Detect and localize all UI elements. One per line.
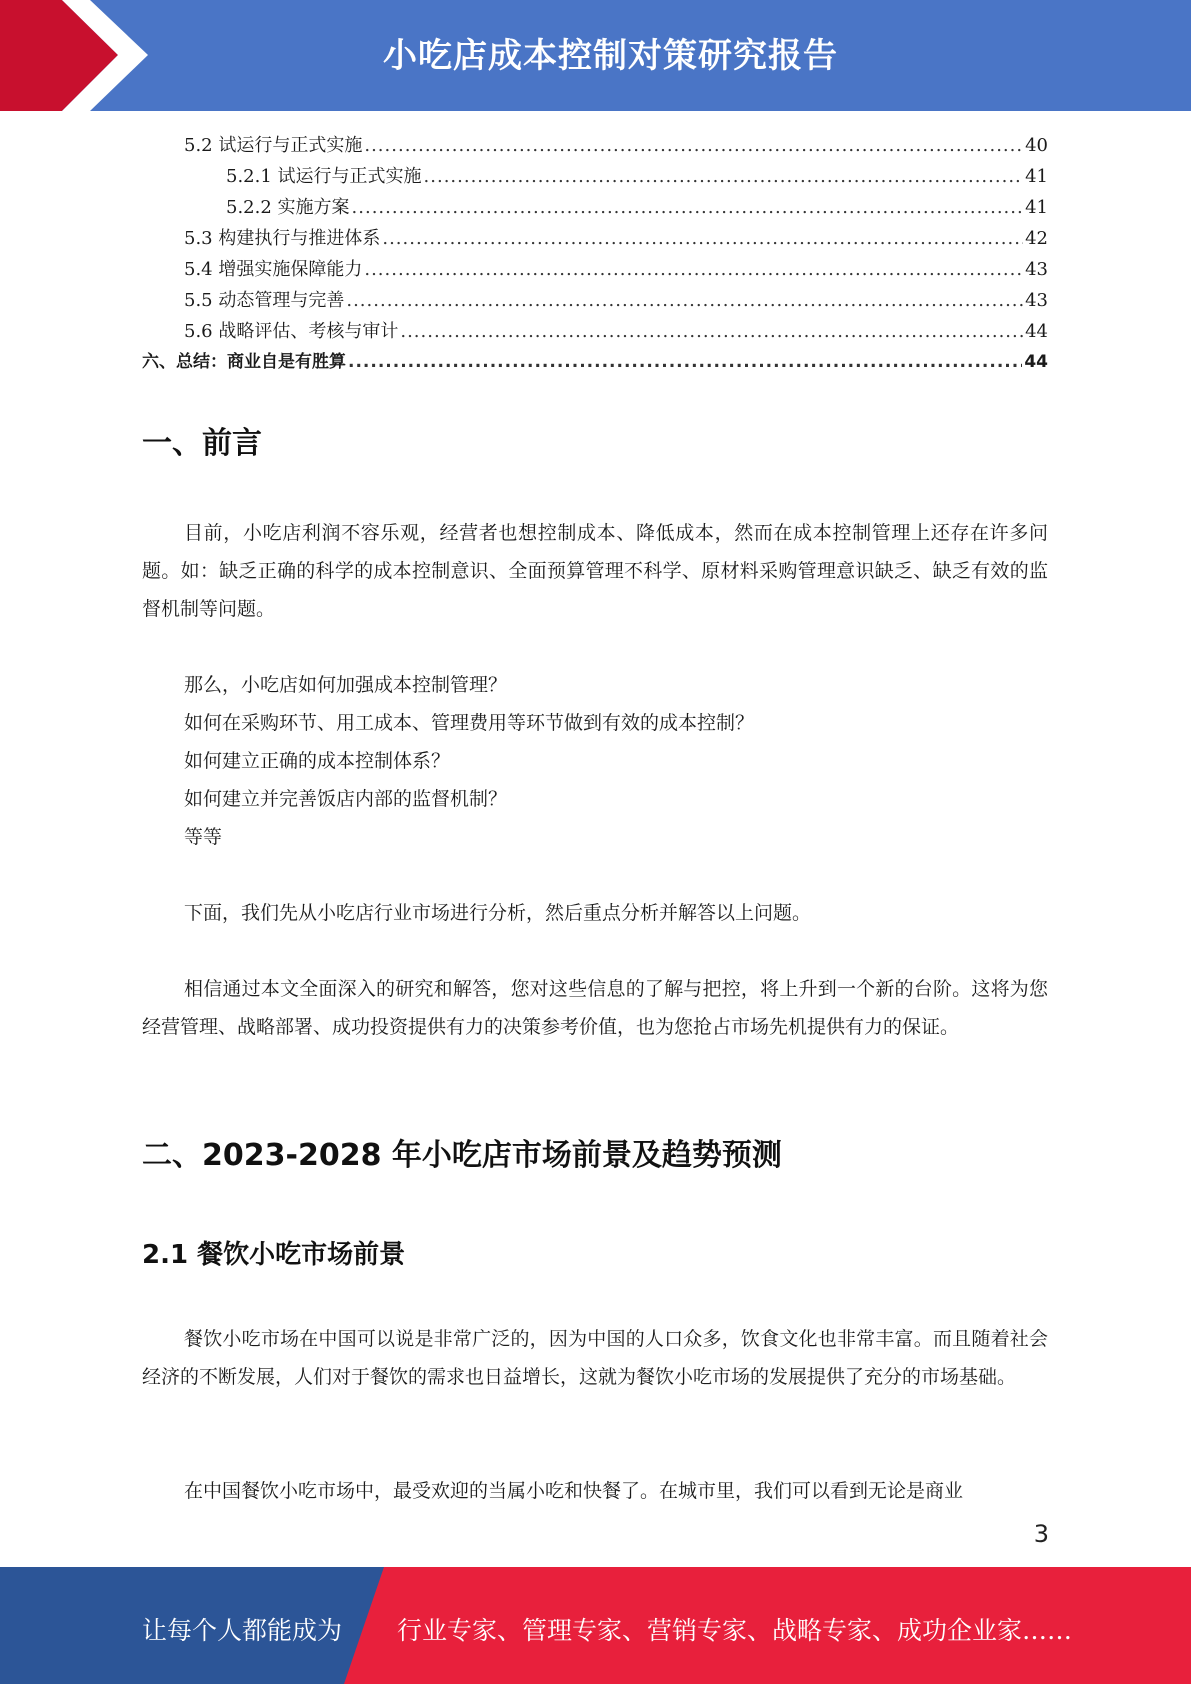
toc-entry-page: 41	[1025, 197, 1048, 218]
footer-slogan-left: 让每个人都能成为	[142, 1616, 343, 1645]
toc-leader-dots	[348, 347, 1022, 378]
question-line: 如何建立正确的成本控制体系？	[184, 750, 451, 772]
paragraph: 相信通过本文全面深入的研究和解答，您对这些信息的了解与把控，将上升到一个新的台阶。这将为您经营管理、战略部署、成功投资提供有力的决策参考价值，也为您抢占市场先机提供有力的保证。	[142, 978, 1048, 1038]
toc-leader-dots	[382, 223, 1023, 254]
toc-entry[interactable]	[142, 130, 1048, 161]
toc-entry-page: 40	[1025, 135, 1048, 156]
page-number: 3	[1033, 1520, 1049, 1548]
report-title: 小吃店成本控制对策研究报告	[383, 36, 838, 76]
toc-entry[interactable]	[142, 254, 1048, 285]
toc-entry[interactable]	[142, 223, 1048, 254]
toc-leader-dots	[364, 254, 1023, 285]
toc-entry-label: 5.2.2 实施方案	[226, 197, 350, 218]
question-line: 如何在采购环节、用工成本、管理费用等环节做到有效的成本控制？	[184, 712, 755, 734]
section-heading: 一、前言	[142, 426, 262, 461]
toc-entry[interactable]	[142, 316, 1048, 347]
toc-leader-dots	[400, 316, 1023, 347]
toc-entry-label: 5.2.1 试运行与正式实施	[226, 166, 422, 187]
toc-leader-dots	[352, 192, 1024, 223]
question-line: 如何建立并完善饭店内部的监督机制？	[184, 788, 508, 810]
toc-entry-page: 44	[1024, 352, 1048, 372]
toc-entry-page: 43	[1025, 290, 1048, 311]
toc-entry-label: 5.6 战略评估、考核与审计	[184, 321, 399, 342]
section-heading: 二、2023-2028 年小吃店市场前景及趋势预测	[142, 1138, 782, 1173]
toc-leader-dots	[346, 285, 1023, 316]
toc-entry-label: 5.5 动态管理与完善	[184, 290, 345, 311]
paragraph: 下面，我们先从小吃店行业市场进行分析，然后重点分析并解答以上问题。	[184, 902, 812, 924]
page-footer	[0, 1567, 1191, 1684]
toc-entry[interactable]	[142, 347, 1048, 378]
toc-entry[interactable]	[142, 192, 1048, 223]
toc-entry-label: 5.3 构建执行与推进体系	[184, 228, 381, 249]
footer-slogan-right: 行业专家、管理专家、营销专家、战略专家、成功企业家……	[397, 1616, 1073, 1645]
toc-entry[interactable]	[142, 285, 1048, 316]
toc-entry[interactable]	[142, 161, 1048, 192]
question-line: 等等	[184, 826, 223, 848]
toc-entry-page: 44	[1025, 321, 1048, 342]
toc-entry-page: 41	[1025, 166, 1048, 187]
question-line: 那么，小吃店如何加强成本控制管理？	[184, 674, 508, 696]
toc-leader-dots	[424, 161, 1024, 192]
paragraph: 在中国餐饮小吃市场中，最受欢迎的当属小吃和快餐了。在城市里，我们可以看到无论是商业	[184, 1480, 964, 1502]
toc-entry-page: 42	[1025, 228, 1048, 249]
toc-entry-label: 5.2 试运行与正式实施	[184, 135, 363, 156]
toc-entry-label: 5.4 增强实施保障能力	[184, 259, 363, 280]
toc-leader-dots	[364, 130, 1023, 161]
toc-entry-label: 六、总结：商业自是有胜算	[142, 352, 346, 372]
toc-entry-page: 43	[1025, 259, 1048, 280]
page-header	[0, 0, 1191, 111]
table-of-contents	[142, 130, 1048, 378]
paragraph: 餐饮小吃市场在中国可以说是非常广泛的，因为中国的人口众多，饮食文化也非常丰富。而且随着社会经济的不断发展，人们对于餐饮的需求也日益增长，这就为餐饮小吃市场的发展提供了充分的市场基础。	[142, 1328, 1048, 1388]
paragraph: 目前，小吃店利润不容乐观，经营者也想控制成本、降低成本，然而在成本控制管理上还存在许多问题。如：缺乏正确的科学的成本控制意识、全面预算管理不科学、原材料采购管理意识缺乏、缺乏有效的监督机制等问题。	[142, 522, 1048, 620]
subsection-heading: 2.1 餐饮小吃市场前景	[142, 1240, 406, 1270]
